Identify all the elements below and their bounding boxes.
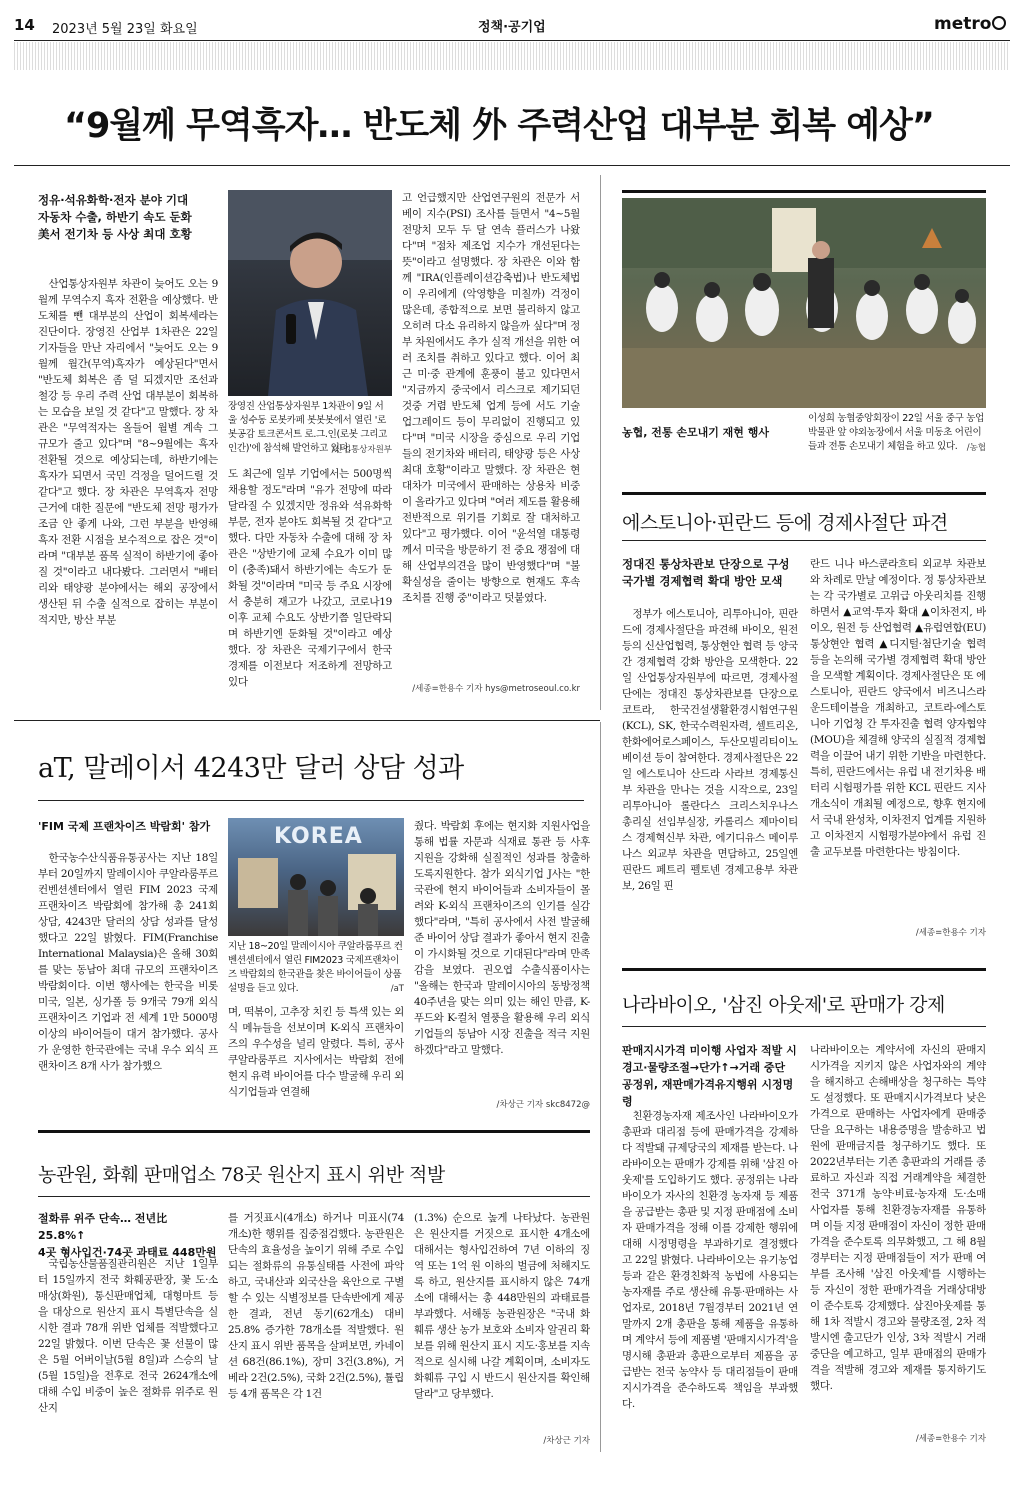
nara-col1-text: 친환경농자재 제조사인 나라바이오가 총판과 대리점 등에 판매가격을 강제하다 적발돼 규제당국의 제재를 받는다. 나라바이오는 판매가 강제를 위해 '삼진 아웃제'를 도입하기도 했다. 공정위는 나라바이오가 자사의 친환경 농자재 등 제품을 공급받는 총판 및 지정 판매점에 소비자 판매가격을 정해 이를 강제한 행위에 대해 시정명령을 부과하기로 결정했다고 22일 밝혔다. 나라바이오는 유기농업 등과 같은 환경친화적 농법에 사용되는 농자재를 주로 생산해 유통·판매하는 사업자로, 2018년 7월경부터 2021년 연말까지 2개 총판을 통해 제품을 유통하며 계약서 등에 제품별 '판매지시가격'을 명시해 총판과 총판으로부터 제품을 공급받는 전국 농약사 등 대리점들이 판매지시가격을 준수하도록 책임을 부과했다.: [622, 1110, 798, 1410]
a1-subhead: 자동차 수출, 하반기 속도 둔화: [38, 210, 192, 224]
naq-col2-text: 를 거짓표시(4개소) 하거나 미표시(74개소)한 행위를 집중점검했다. 농관원은 단속의 효율성을 높이기 위해 주로 수입되는 절화류의 유통실태를 사전에 파악하고, 국내산과 외국산을 육안으로 구별할 수 있는 식별정보를 단속반에게 제공한 결과, 전년 동기(62개소) 대비 25.8% 증가한 78개소를 적발했다. 원산지 표시 위반 품목을 살펴보면, 카네이션 68건(86.1%), 장미 3건(3.8%), 거베라 2건(2.5%), 국화 2건(2.5%), 튤립 등 4개 품목은 각 1건: [228, 1212, 404, 1400]
a1-photo-credit: /산업통상자원부: [331, 445, 392, 455]
at-col3-text: 줬다. 박람회 후에는 현지화 지원사업을 통해 법률 자문과 식재료 통관 등 사후 지원을 강화해 실질적인 성과를 창출하도록지원한다. 참가 외식기업 J사는 "한국관에 현지 바이어들과 소비자들이 몰려와 K-외식 프랜차이즈의 인기를 실감했다"라며, "특히 공사에서 사전 발굴해준 바이어 상담 결과가 좋아서 현지 진출이 가시화될 것으로 기대된다"라며 만족감을 보였다. 권오엽 수출식품이사는 "올해는 한국과 말레이시아의 동방정책 40주년을 맞는 의미 있는 해인 만큼, K-푸드와 K-컬처 열풍을 활용해 우리 외식기업들의 동남아 시장 진출을 적극 지원하겠다"라고 말했다.: [414, 820, 590, 1056]
page-number: 14: [14, 16, 35, 34]
naq-subhead: 절화류 위주 단속… 전년比 25.8%↑: [38, 1212, 168, 1242]
header-rule: [14, 40, 1010, 41]
naq-subhead: 4곳 형사입건·74곳 과태료 448만원: [38, 1246, 217, 1259]
at-top-rule: [14, 720, 600, 721]
nara-top-rule: [622, 968, 986, 971]
a1-subhead: 정유·석유화학·전자 분야 기대: [38, 193, 189, 207]
booth-visitors-icon: [228, 818, 404, 936]
nara-title-rule: [622, 1026, 986, 1027]
estonia-subheads: [622, 556, 798, 590]
a1-subheads: [38, 192, 218, 243]
children-planting-icon: [622, 198, 986, 408]
rice-planting-photo: [622, 198, 986, 408]
at-title-rule: [38, 800, 584, 801]
nara-subhead: 경고·물량조절→단가↑→거래 중단: [622, 1061, 786, 1074]
a1-col2-text: 도 최근에 일부 기업에서는 500명씩 채용할 정도"라며 "유가 전망에 따라 달라질 수 있겠지만 정유와 석유화학 부문, 전자 분야도 회복될 것 같다"고 했다. 다만 자동차 수출에 대해 장 차관은 "상반기에 교체 수요가 이미 많이 (충족)돼서 하반기에는 속도가 둔화될 것"이라며 "미국 등 주요 시장에서 충분히 재고가 나갔고, 코로나19 이후 교체 수요도 상반기쯤 일단락되며 하반기엔 둔화될 것"이라고 예상했다. 장 차관은 국제기구에서 한국 경제를 이전보다 저조하게 전망하고 있다: [228, 468, 392, 688]
naq-subheads: [38, 1210, 218, 1261]
naq-title: 농관원, 화훼 판매업소 78곳 원산지 표시 위반 적발: [38, 1164, 445, 1186]
at-photo-credit: /aT: [390, 984, 404, 994]
estonia-col1-text: 정부가 에스토니아, 리투아니아, 핀란드에 경제사절단을 파견해 바이오, 원전 등의 신산업협력, 통상현안 협력 등 양국간 경제협력 강화 방안을 모색한다. 22일 산업통상자원부에 따르면, 경제사절단에는 정대진 통상차관보를 단장으로 코트라, 한국건설생활환경시험연구원(KCL), SK, 한국수력원자력, 셀트리온, 한화에어로스페이스, 두산모빌리티이노베이션 등이 참여한다. 경제사절단은 22일 에스토니아 산드라 사라브 경제통신부 차관을 만나는 것을 시작으로, 23일 리투아니아 롤란다스 크리스치우나스 총리실 선임부실장, 카롤리스 제마이티스 경제혁신부 차관, 에기디유스 메이루나스 외교부 차관을 면담하고, 25일엔 핀란드 페트리 펠토넨 경제고용부 차관보, 26일 핀: [622, 608, 798, 892]
at-title: aT, 말레이서 4243만 달러 상담 성과: [38, 753, 464, 784]
a1-col3-text: 고 언급했지만 산업연구원의 전문가 서베이 지수(PSI) 조사를 들면서 "4~5월 전망치 모두 두 달 연속 플러스가 나왔다"며 "점차 제조업 지수가 개선된다는 뜻"이라고 설명했다. 장 차관은 이와 함께 "IRA(인플레이션감축법)나 반도체법이 우리에게 (악영향을 미칠까) 걱정이 많은데, 종합적으로 보면 불리하지 않고 오히려 다소 유리하지 않을까 싶다"며 정부 차원에서도 추가 실적 개선을 위한 여러 조치를 취하고 있다고 했다. 이어 최근 미·중 관계에 훈풍이 불고 있다면서 "지금까지 중국에서 리스크로 제기되던 것중 거렴 반도체 업계 등에 서도 기술 업그레이드 등이 무리없이 진행되고 있다"며 "미국 시장을 중심으로 우리 기업들의 전기차와 배터리, 태양광 등은 사상 최대 호황"이라고 말했다. 장 차관은 현대차가 미국에서 판매하는 상용차 비중이 올라가고 있다며 "여러 제도를 활용해 전반적으로 위기를 기회로 잘 대처하고 있다"고 평가했다. 이어 "윤석열 대통령께서 미국을 방문하기 전 중요 쟁점에 대해 산업부의견을 많이 반영했다"며 "불확실성을 줄이는 방향으로 현재도 후속 조치를 진행 중"이라고 덧붙였다.: [402, 192, 580, 604]
estonia-top-rule: [622, 492, 986, 495]
a1-subhead: 美서 전기차 등 사상 최대 호황: [38, 227, 192, 241]
column-divider: [600, 175, 601, 710]
photo-box-title: 농협, 전통 손모내기 재현 행사: [622, 426, 770, 439]
nara-subhead: 공정위, 재판매가격유지행위 시정명령: [622, 1078, 794, 1108]
nara-col2-text: 나라바이오는 계약서에 자신의 판매지시가격을 지키지 않은 사업자와의 계약을 해지하고 손해배상을 청구하는 특약도 설정했다. 또 판매지시가격보다 낮은 가격으로 판매하는 사업자에게 판매중단을 요구하는 내용증명을 발송하고 법원에 판매금지를 청구하기도 했다. 또 2022년부터는 기존 총판과의 거래를 종료하고 자신과 직접 거래계약을 체결한 전국 371개 농약·비료·농자재 도·소매 사업자를 통해 친환경농자재를 유통하며 이들 지정 판매점이 자신이 정한 판매가격을 준수토록 의무화했고, 그 해 8월경부터는 지정 판매점들이 저가 판매 여부를 조사해 '삼진 아웃제'를 시행하는 등 자신이 정한 판매가격을 거래상대방이 준수토록 강제했다. 삼진아웃제를 통해 1차 적발시 경고와 물량조절, 2차 적발시엔 출고단가 인상, 3차 적발시 거래중단을 예고하고, 일부 판매점의 판매가격을 적발해 경고와 제재를 통지하기도 했다.: [810, 1044, 986, 1392]
section-name: 정책·공기업: [478, 20, 546, 35]
photo-box-top-rule: [622, 190, 986, 193]
estonia-credit: /세종=한용수 기자: [915, 928, 986, 938]
naq-title-rule: [38, 1196, 590, 1197]
header-dotted-band: [14, 42, 1010, 70]
a1-headline-rule: [14, 165, 1010, 166]
logo-text: metro: [934, 14, 992, 34]
a1-photo-vice-minister: [228, 190, 392, 396]
estonia-subhead: 정대진 통상차관보 단장으로 구성: [622, 557, 790, 571]
photo-box-credit: /농협: [966, 443, 986, 453]
photo-box-caption: 이성희 농협중앙회장이 22일 서울 중구 농업박물관 앞 야외농장에서 서울 미동초 어린이들과 전통 손모내기 체험을 하고 있다.: [808, 413, 984, 452]
column-divider-lower: [600, 722, 601, 1452]
nara-title: 나라바이오, '삼진 아웃제'로 판매가 강제: [622, 994, 945, 1016]
estonia-title-rule: [622, 540, 986, 541]
a1-credit: /세종=한용수 기자 hys@metroseoul.co.kr: [412, 684, 580, 694]
naq-col1-text: 국립농산물품질관리원은 지난 1일부터 15일까지 전국 화훼공판장, 꽃 도·소매상(화원), 통신판매업체, 대형마트 등을 대상으로 원산지 표시 특별단속을 실시한 결과 78개 위반 업체를 적발했다고 22일 밝혔다. 이번 단속은 꽃 선물이 많은 5월 어버이날(5월 8일)과 스승의 날(5월 15일)을 전후로 전국 2624개소에 대해 수입 비중이 높은 절화류 위주로 원산지: [38, 1258, 218, 1414]
issue-date: 2023년 5월 23일 화요일: [52, 22, 198, 37]
estonia-title: 에스토니아·핀란드 등에 경제사절단 파견: [622, 512, 948, 534]
at-korea-pavilion-photo: [228, 818, 404, 936]
nara-subheads: [622, 1042, 798, 1110]
a1-photo-caption: 장영진 산업통상자원부 1차관이 9일 서울 성수동 로봇카페 봇봇봇에서 열린 '로봇공감 토크콘서트 로.그.인(로봇 그리고 인간)'에 참석해 발언하고 있다.: [228, 401, 388, 454]
at-photo-caption: 지난 18~20일 말레이시아 쿠알라룸푸르 컨벤션센터에서 열린 FIM2023 국제프랜차이즈 박람회의 한국관을 찾은 바이어들이 상품 설명을 듣고 있다.: [228, 941, 403, 994]
a1-col1-text: 산업통상자원부 차관이 늦어도 오는 9월께 무역수지 흑자 전환을 예상했다. 반도체를 뺀 대부분의 산업이 회복세라는 진단이다. 장영진 산업부 1차관은 22일 기자들을 만난 자리에서 "늦어도 오는 9월께 월간(무역)흑자가 예상된다"면서 "반도체 회복은 좀 덜 되겠지만 조선과 철강 등 우리 주력 산업 대부분이 회복하는 모습을 보일 것 같다"고 말했다. 장 차관은 "무역적자는 올들어 월별 계속 그 규모가 줄고 있다"며 "8~9월에는 흑자 전환될 것으로 예상되는데, 하반기에는 흑자가 되면서 국민 걱정을 덜어드릴 것 같다"고 했다. 장 차관은 무역흑자 전망 근거에 대한 질문에 "반도체 전망 평가가 조금 안 좋게 나와, 그런 부분을 반영해 흑자 전환 시점을 보수적으로 잡은 것"이라며 "대부분 품목 실적이 하반기에 좋아질 것"이라고 내다봤다. 그러면서 "배터리와 태양광 분야에서는 해외 공장에서 생산된 뒤 수출 실적으로 잡히는 부분이 적지만, 방산 부분: [38, 278, 218, 626]
at-subhead: 'FIM 국제 프랜차이즈 박람회' 참가: [38, 820, 211, 833]
naq-credit: /차상근 기자: [543, 1436, 590, 1446]
logo-mark-icon: [992, 16, 1006, 30]
naq-col3-text: (1.3%) 순으로 높게 나타났다. 농관원은 원산지를 거짓으로 표시한 4개소에 대해서는 형사입건하여 7년 이하의 징역 또는 1억 원 이하의 벌금에 처해지도록 하고, 원산지를 표시하지 않은 74개소에 대해서는 총 448만원의 과태료를 부과했다. 서해동 농관원장은 "국내 화훼류 생산 농가 보호와 소비자 알권리 확보를 위해 원산지 표시 지도·홍보를 지속적으로 실시해 나갈 계획이며, 소비자도 화훼류 구입 시 반드시 원산지를 확인해 달라"고 당부했다.: [414, 1212, 590, 1400]
naq-top-rule: [38, 1130, 590, 1133]
at-col2-text: 며, 떡볶이, 고추장 치킨 등 특색 있는 외식 메뉴들을 선보이며 K-외식 프랜차이즈의 우수성을 널리 알렸다. 특히, 공사 쿠알라룸푸르 지사에서는 박람회 전에 현지 유력 바이어를 다수 발굴해 우리 외식기업들과 연결해: [228, 1006, 404, 1098]
nara-subhead: 판매지시가격 미이행 사업자 적발 시: [622, 1044, 797, 1057]
at-photo-korea-sign: KOREA: [274, 824, 363, 849]
estonia-col2-text: 란드 니나 바스쿤라흐티 외교부 차관보와 차례로 만날 예정이다. 정 통상차관보는 각 국가별로 고위급 아웃리치를 진행하면서 ▲교역·투자 확대 ▲이차전지, 바이오, 원전 등 산업협력 ▲유럽연합(EU) 통상현안 협력 ▲디지털·첨단기술 협력 등을 논의해 국가별 경제협력 확대 방안을 모색할 계획이다. 경제사절단은 또 에스토니아, 핀란드 양국에서 비즈니스라운드테이블을 개최하고, 코트라-에스토니아 기업청 간 투자진출 협력 양자협약(MOU)을 체결해 양국의 실질적 경제협력을 이끌어 내기 위한 기반을 마련한다. 특히, 핀란드에서는 유럽 내 전기차용 배터리 시험평가를 위한 KCL 핀란드 지사 개소식이 개최될 예정으로, 향후 현지에서 국내 완성차, 이차전지 업계를 지원하고 이차전지 시험평가분야에서 유럽 진출 교두보를 마련한다는 방침이다.: [810, 558, 986, 858]
nara-credit: /세종=한용수 기자: [915, 1434, 986, 1444]
speaker-figure-icon: [228, 190, 392, 396]
estonia-subhead: 국가별 경제협력 확대 방안 모색: [622, 574, 783, 588]
metro-logo: [934, 14, 1006, 34]
a1-headline: “9월께 무역흑자… 반도체 外 주력산업 대부분 회복 예상”: [64, 106, 934, 146]
at-credit: /차상근 기자 skc8472@: [496, 1100, 590, 1110]
at-col1-text: 한국농수산식품유통공사는 지난 18일부터 20일까지 말레이시아 쿠알라룸푸르 컨벤션센터에서 열린 FIM 2023 국제 프랜차이즈 박람회에 참가해 총 241회 상담, 4243만 달러의 상담 성과를 달성했다고 22일 밝혔다. FIM(Franchise International Malaysia)은 올해 30회를 맞는 동남아 최대 규모의 프랜차이즈 박람회이다. 이번 행사에는 한국을 비롯 미국, 일본, 싱가폴 등 9개국 79개 외식 프랜차이즈 기업과 전 세계 1만 5000명 이상의 바이어들이 대거 참가했다. 공사가 운영한 한국관에는 국내 우수 외식 프랜차이즈 8개 사가 참가했으: [38, 852, 218, 1072]
